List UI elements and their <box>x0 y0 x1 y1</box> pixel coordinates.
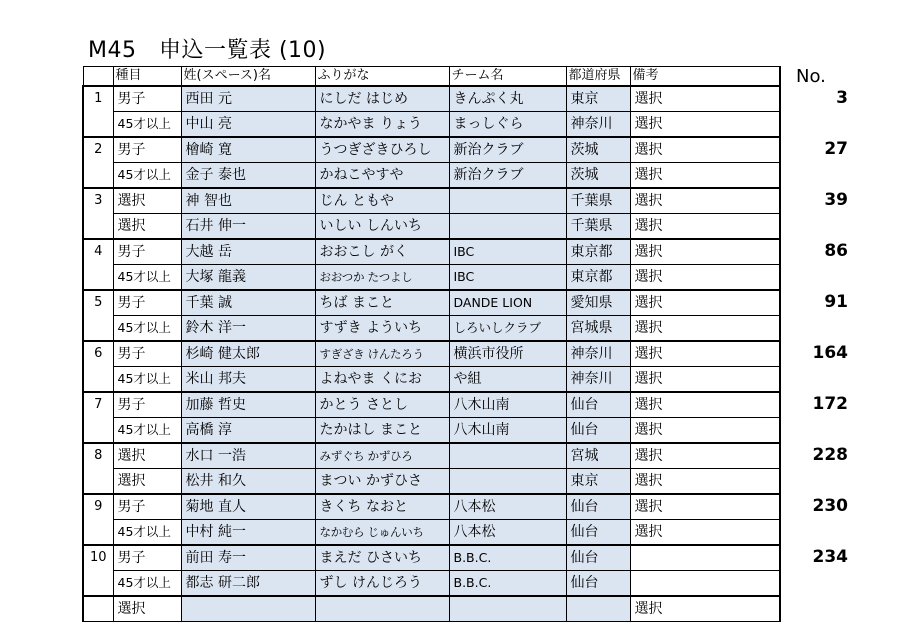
kana-cell: かねこやすや <box>315 163 449 189</box>
name-cell: 大越 岳 <box>181 239 315 265</box>
event-cell: 45才以上 <box>113 112 181 138</box>
name-cell: 中山 亮 <box>181 112 315 138</box>
team-cell: 横浜市役所 <box>449 341 566 367</box>
team-cell <box>449 443 566 469</box>
entry-number: 8 <box>83 443 113 494</box>
table-row <box>83 137 780 163</box>
table-row <box>83 290 780 316</box>
note-cell: 選択 <box>630 137 780 163</box>
pref-cell: 神奈川 <box>566 341 630 367</box>
event-cell: 選択 <box>113 214 181 240</box>
note-cell <box>630 571 780 597</box>
name-cell: 金子 泰也 <box>181 163 315 189</box>
no-column-header: No. <box>796 66 826 87</box>
entry-no-value: 39 <box>824 190 848 210</box>
event-cell: 45才以上 <box>113 163 181 189</box>
note-cell: 選択 <box>630 494 780 520</box>
team-cell: しろいしクラブ <box>449 316 566 342</box>
team-cell: 八木山南 <box>449 418 566 444</box>
header-num <box>83 67 113 87</box>
event-cell: 45才以上 <box>113 265 181 291</box>
team-cell: B.B.C. <box>449 545 566 571</box>
entry-number: 3 <box>83 188 113 239</box>
entry-number: 9 <box>83 494 113 545</box>
event-cell: 45才以上 <box>113 316 181 342</box>
entry-number <box>83 596 113 622</box>
entry-no-value: 172 <box>812 394 848 414</box>
table-row <box>83 596 780 622</box>
header-note: 備考 <box>630 67 780 87</box>
team-cell: B.B.C. <box>449 571 566 597</box>
kana-cell: まえだ ひさいち <box>315 545 449 571</box>
pref-cell: 茨城 <box>566 137 630 163</box>
name-cell: 加藤 哲史 <box>181 392 315 418</box>
table-row <box>83 112 780 138</box>
table-row <box>83 418 780 444</box>
note-cell: 選択 <box>630 239 780 265</box>
team-cell: や組 <box>449 367 566 393</box>
table-header-row <box>83 67 780 87</box>
kana-cell: じん ともや <box>315 188 449 214</box>
table-row <box>83 469 780 495</box>
name-cell: 石井 伸一 <box>181 214 315 240</box>
name-cell: 水口 一浩 <box>181 443 315 469</box>
kana-cell: よねやま くにお <box>315 367 449 393</box>
entry-table <box>82 66 781 622</box>
event-cell: 45才以上 <box>113 571 181 597</box>
pref-cell: 宮城 <box>566 443 630 469</box>
name-cell: 神 智也 <box>181 188 315 214</box>
kana-cell: すずき よういち <box>315 316 449 342</box>
pref-cell: 神奈川 <box>566 367 630 393</box>
name-cell: 松井 和久 <box>181 469 315 495</box>
name-cell: 都志 研二郎 <box>181 571 315 597</box>
table-row <box>83 392 780 418</box>
kana-cell: みずぐち かずひろ <box>315 443 449 469</box>
name-cell: 前田 寿一 <box>181 545 315 571</box>
table-row <box>83 520 780 546</box>
pref-cell: 仙台 <box>566 392 630 418</box>
kana-cell: かとう さとし <box>315 392 449 418</box>
pref-cell: 宮城県 <box>566 316 630 342</box>
kana-cell: なかむら じゅんいち <box>315 520 449 546</box>
entry-no-value: 91 <box>824 292 848 312</box>
pref-cell: 仙台 <box>566 545 630 571</box>
event-cell: 男子 <box>113 239 181 265</box>
pref-cell: 仙台 <box>566 494 630 520</box>
event-cell: 男子 <box>113 86 181 112</box>
table-row <box>83 265 780 291</box>
table-row <box>83 494 780 520</box>
event-cell: 選択 <box>113 188 181 214</box>
note-cell: 選択 <box>630 367 780 393</box>
note-cell: 選択 <box>630 188 780 214</box>
kana-cell: まつい かずひさ <box>315 469 449 495</box>
pref-cell: 仙台 <box>566 418 630 444</box>
table-row <box>83 341 780 367</box>
kana-cell: にしだ はじめ <box>315 86 449 112</box>
kana-cell: すぎざき けんたろう <box>315 341 449 367</box>
table-row <box>83 163 780 189</box>
kana-cell: うつぎざきひろし <box>315 137 449 163</box>
entry-no-value: 3 <box>836 88 848 108</box>
kana-cell: きくち なおと <box>315 494 449 520</box>
table-row <box>83 86 780 112</box>
table-row <box>83 214 780 240</box>
name-cell: 杉崎 健太郎 <box>181 341 315 367</box>
note-cell <box>630 545 780 571</box>
pref-cell: 東京 <box>566 86 630 112</box>
team-cell: IBC <box>449 265 566 291</box>
team-cell: IBC <box>449 239 566 265</box>
note-cell: 選択 <box>630 520 780 546</box>
name-cell: 大塚 龍義 <box>181 265 315 291</box>
event-cell: 男子 <box>113 392 181 418</box>
name-cell: 鈴木 洋一 <box>181 316 315 342</box>
kana-cell: おおこし がく <box>315 239 449 265</box>
kana-cell: なかやま りょう <box>315 112 449 138</box>
table-row <box>83 571 780 597</box>
event-cell: 45才以上 <box>113 367 181 393</box>
event-cell: 45才以上 <box>113 418 181 444</box>
kana-cell: おおつか たつよし <box>315 265 449 291</box>
name-cell <box>181 596 315 622</box>
team-cell: 新治クラブ <box>449 137 566 163</box>
entry-number: 6 <box>83 341 113 392</box>
team-cell: 八本松 <box>449 494 566 520</box>
pref-cell: 茨城 <box>566 163 630 189</box>
kana-cell: ちば まこと <box>315 290 449 316</box>
event-cell: 45才以上 <box>113 520 181 546</box>
note-cell: 選択 <box>630 341 780 367</box>
entry-no-value: 228 <box>812 445 848 465</box>
note-cell: 選択 <box>630 469 780 495</box>
pref-cell: 愛知県 <box>566 290 630 316</box>
table-row <box>83 316 780 342</box>
header-pref: 都道府県 <box>566 67 630 87</box>
entry-number: 5 <box>83 290 113 341</box>
name-cell: 米山 邦夫 <box>181 367 315 393</box>
note-cell: 選択 <box>630 443 780 469</box>
entry-no-value: 230 <box>812 496 848 516</box>
pref-cell: 千葉県 <box>566 214 630 240</box>
pref-cell: 東京都 <box>566 239 630 265</box>
team-cell: きんぷく丸 <box>449 86 566 112</box>
name-cell: 高橋 淳 <box>181 418 315 444</box>
event-cell: 選択 <box>113 469 181 495</box>
entry-number: 7 <box>83 392 113 443</box>
note-cell: 選択 <box>630 214 780 240</box>
pref-cell <box>566 596 630 622</box>
table-row <box>83 367 780 393</box>
page-title: M45 申込一覧表 (10) <box>88 38 327 63</box>
team-cell: 新治クラブ <box>449 163 566 189</box>
team-cell <box>449 469 566 495</box>
table-row <box>83 443 780 469</box>
note-cell: 選択 <box>630 596 780 622</box>
note-cell: 選択 <box>630 265 780 291</box>
team-cell <box>449 214 566 240</box>
pref-cell: 仙台 <box>566 520 630 546</box>
table-row <box>83 545 780 571</box>
team-cell: 八木山南 <box>449 392 566 418</box>
event-cell: 男子 <box>113 290 181 316</box>
entry-number: 1 <box>83 86 113 137</box>
kana-cell <box>315 596 449 622</box>
note-cell: 選択 <box>630 418 780 444</box>
header-team: チーム名 <box>449 67 566 87</box>
name-cell: 菊地 直人 <box>181 494 315 520</box>
entry-number: 4 <box>83 239 113 290</box>
entry-number: 10 <box>83 545 113 596</box>
entry-no-value: 86 <box>824 241 848 261</box>
name-cell: 中村 純一 <box>181 520 315 546</box>
event-cell: 男子 <box>113 545 181 571</box>
table-row <box>83 188 780 214</box>
name-cell: 千葉 誠 <box>181 290 315 316</box>
name-cell: 檜崎 寛 <box>181 137 315 163</box>
event-cell: 選択 <box>113 596 181 622</box>
pref-cell: 東京都 <box>566 265 630 291</box>
pref-cell: 東京 <box>566 469 630 495</box>
team-cell: DANDE LION <box>449 290 566 316</box>
pref-cell: 千葉県 <box>566 188 630 214</box>
note-cell: 選択 <box>630 392 780 418</box>
team-cell: まっしぐら <box>449 112 566 138</box>
note-cell: 選択 <box>630 290 780 316</box>
entry-no-value: 234 <box>812 547 848 567</box>
team-cell <box>449 188 566 214</box>
note-cell: 選択 <box>630 316 780 342</box>
pref-cell: 仙台 <box>566 571 630 597</box>
entry-no-value: 164 <box>812 343 848 363</box>
note-cell: 選択 <box>630 86 780 112</box>
team-cell <box>449 596 566 622</box>
team-cell: 八本松 <box>449 520 566 546</box>
name-cell: 西田 元 <box>181 86 315 112</box>
event-cell: 男子 <box>113 137 181 163</box>
entry-number: 2 <box>83 137 113 188</box>
note-cell: 選択 <box>630 163 780 189</box>
kana-cell: いしい しんいち <box>315 214 449 240</box>
header-kana: ふりがな <box>315 67 449 87</box>
kana-cell: ずし けんじろう <box>315 571 449 597</box>
event-cell: 男子 <box>113 341 181 367</box>
event-cell: 男子 <box>113 494 181 520</box>
header-name: 姓(スペース)名 <box>181 67 315 87</box>
entry-no-value: 27 <box>824 139 848 159</box>
note-cell: 選択 <box>630 112 780 138</box>
event-cell: 選択 <box>113 443 181 469</box>
pref-cell: 神奈川 <box>566 112 630 138</box>
header-event: 種目 <box>113 67 181 87</box>
kana-cell: たかはし まこと <box>315 418 449 444</box>
table-row <box>83 239 780 265</box>
